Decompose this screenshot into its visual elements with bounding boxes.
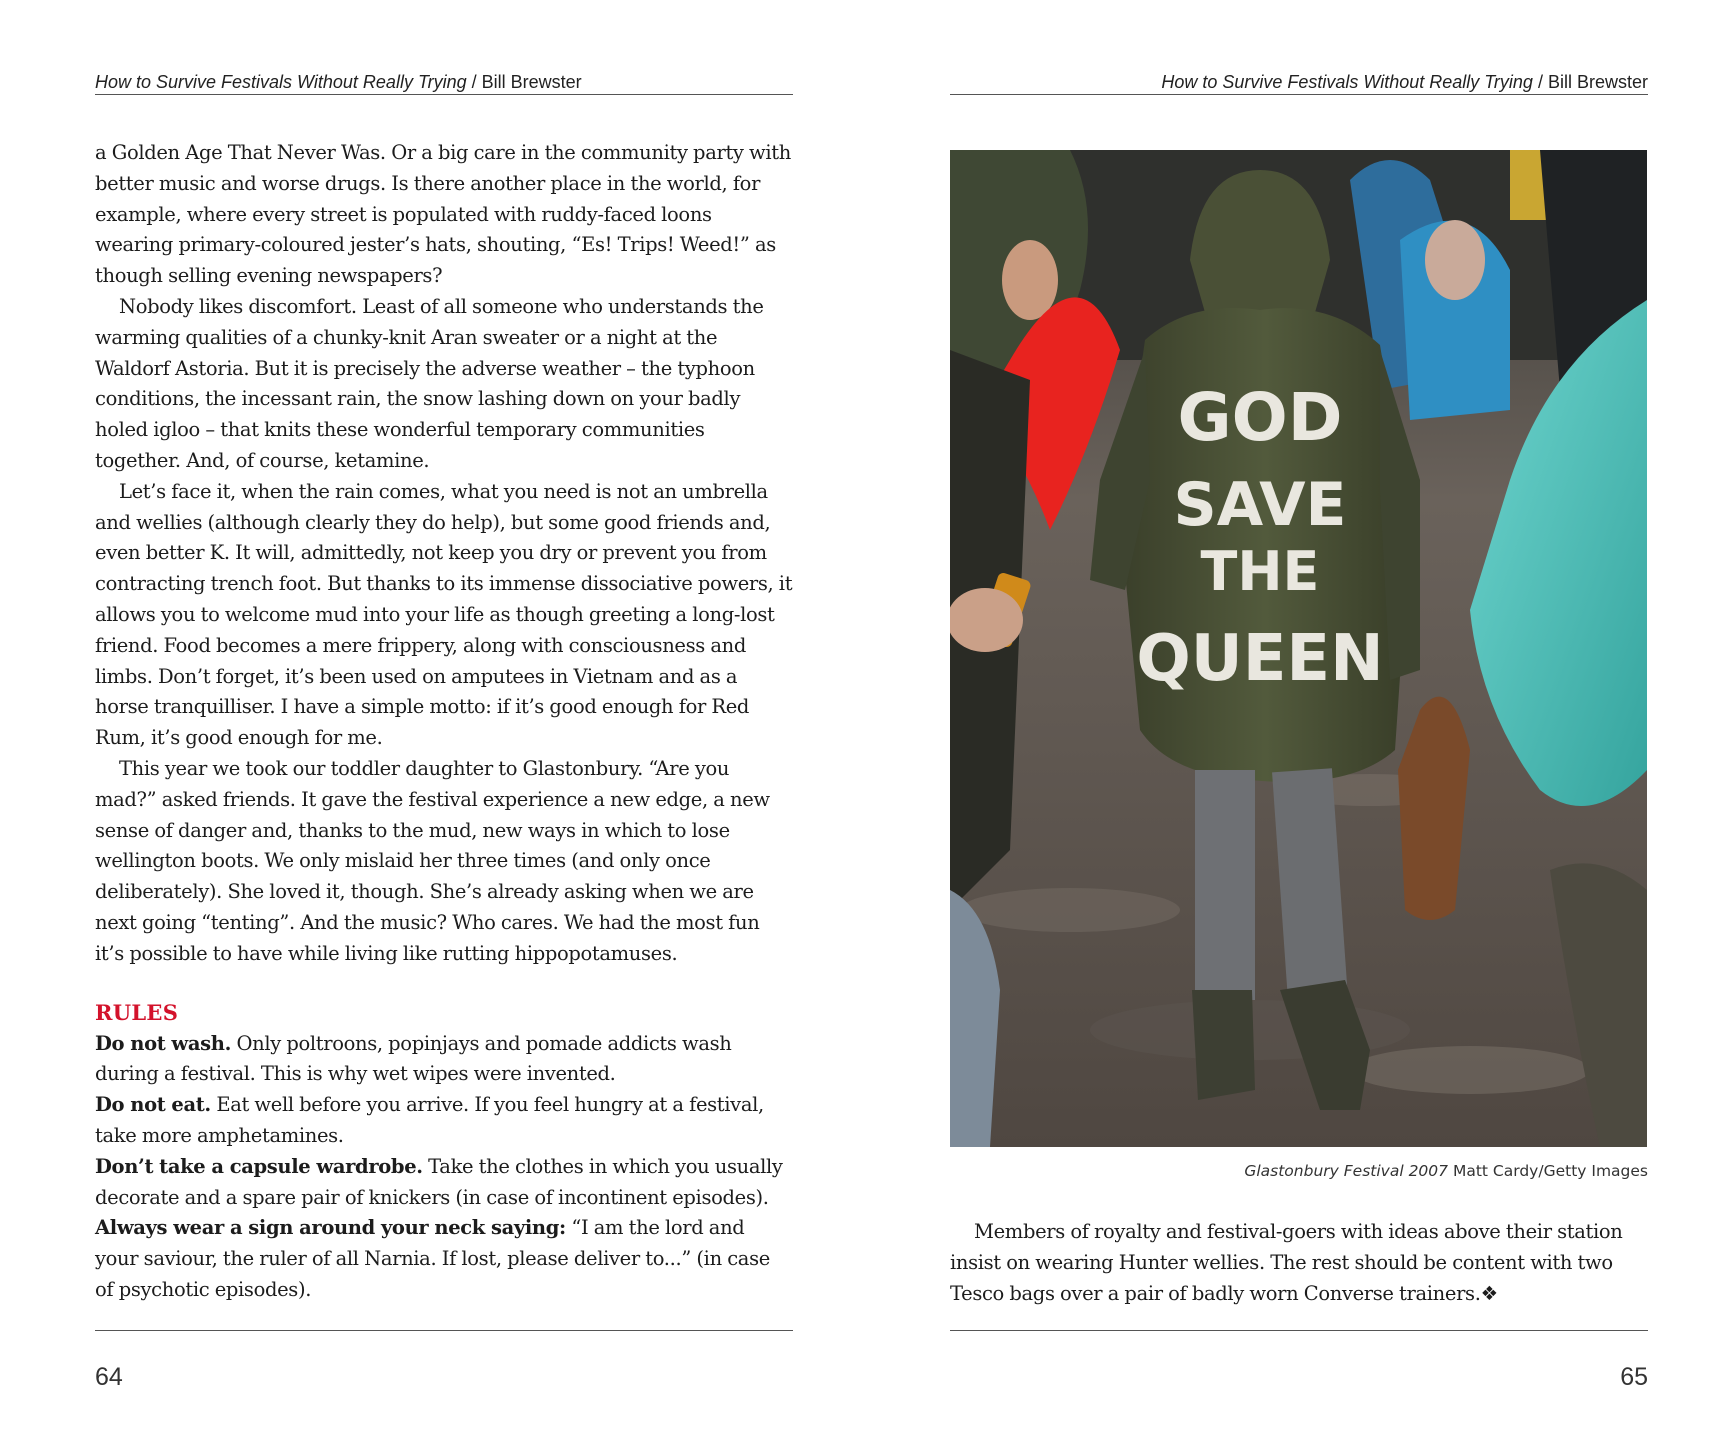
page-number: 64	[95, 1363, 123, 1391]
paragraph-text: Members of royalty and festival-goers with ideas above their station insist on wearing Hunter wellies. The rest should be content with two Tesco bags over a pair of badly worn Converse trainers.	[950, 1220, 1623, 1305]
header-separator: /	[1532, 72, 1548, 92]
jacket-slogan: SAVE	[1173, 470, 1347, 540]
author-name: Bill Brewster	[1547, 72, 1648, 92]
footer-rule	[950, 1330, 1648, 1331]
rule-lead: Don’t take a capsule wardrobe.	[95, 1154, 423, 1178]
paragraph	[950, 1217, 1648, 1309]
jacket-slogan: THE	[1200, 540, 1320, 603]
page-number: 65	[1620, 1363, 1648, 1391]
left-page	[95, 0, 793, 1441]
photo-caption	[1244, 1160, 1648, 1182]
footer-rule	[95, 1330, 793, 1331]
running-head	[95, 70, 793, 94]
paragraph: Nobody likes discomfort. Least of all someone who understands the warming qualities of a chunky-knit Aran sweater or a night at the Waldorf Astoria. But it is precisely the adverse weather – the typhoon conditions, the incessant rain, the snow lashing down on your badly holed igloo – that knits these wonderful temporary communities together. And, of course, ketamine.	[95, 294, 764, 472]
face	[1002, 240, 1058, 320]
body-text	[950, 1217, 1648, 1309]
caption-event: Glastonbury Festival 2007	[1244, 1162, 1449, 1180]
mud-puddle	[1350, 1046, 1590, 1094]
paragraph: Let’s face it, when the rain comes, what you need is not an umbrella and wellies (although clearly they do help), but some good friends and, even better K. It will, admittedly, not keep you dry or prevent you from contracting trench foot. But thanks to its immense dissociative powers, it allows you to welcome mud into your life as though greeting a long-lost friend. Food becomes a mere frippery, along with consciousness and limbs. Don’t forget, it’s been used on amputees in Vietnam and as a horse tranquilliser. I have a simple motto: if it’s good enough for Red Rum, it’s good enough for me.	[95, 479, 793, 750]
book-title: How to Survive Festivals Without Really Trying	[95, 72, 467, 92]
rule-item	[95, 1090, 793, 1152]
running-head	[950, 70, 1648, 94]
jacket-slogan: GOD	[1177, 379, 1343, 456]
jacket-slogan: QUEEN	[1136, 622, 1384, 696]
caption-credit: Matt Cardy/Getty Images	[1448, 1162, 1648, 1180]
hand	[950, 588, 1023, 652]
paragraph: This year we took our toddler daughter to Glastonbury. “Are you mad?” asked friends. It gave the festival experience a new edge, a new sense of danger and, thanks to the mud, new ways in which to lose wellington boots. We only mislaid her three times (and only once deliberately). She loved it, though. She’s already asking when we are next going “tenting”. And the music? Who cares. We had the most fun it’s possible to have while living like rutting hippopotamuses.	[95, 756, 770, 965]
rule-text: Take the clothes in which you usually decorate and a spare pair of knickers (in case of incontinent episodes).	[95, 1154, 783, 1209]
rule-lead: Always wear a sign around your neck saying:	[95, 1216, 566, 1240]
rule-lead: Do not eat.	[95, 1093, 211, 1117]
paragraph: a Golden Age That Never Was. Or a big care in the community party with better music and worse drugs. Is there another place in the world, for example, where every street is populated with ruddy-faced loons wearing primary-coloured jester’s hats, shouting, “Es! Trips! Weed!” as though selling evening newspapers?	[95, 141, 791, 288]
rule-item	[95, 1029, 793, 1091]
backpack	[1425, 220, 1485, 300]
header-separator: /	[466, 72, 482, 92]
rule-text: Only poltroons, popinjays and pomade addicts wash during a festival. This is why wet wipes were invented.	[95, 1031, 732, 1086]
book-title: How to Survive Festivals Without Really Trying	[1161, 72, 1533, 92]
mud-puddle	[960, 888, 1180, 932]
left-welly	[1192, 990, 1255, 1100]
rule-text: Eat well before you arrive. If you feel hungry at a festival, take more amphetamines.	[95, 1093, 764, 1147]
end-mark-icon: ❖	[1480, 1281, 1498, 1305]
rule-item	[95, 1152, 793, 1214]
author-name: Bill Brewster	[481, 72, 582, 92]
festival-photo	[950, 150, 1647, 1147]
body-text	[95, 138, 793, 1306]
header-rule	[95, 94, 793, 95]
rules-heading: RULES	[95, 999, 179, 1025]
photo-illustration	[950, 150, 1647, 1147]
rule-lead: Do not wash.	[95, 1031, 232, 1055]
left-leg	[1195, 770, 1255, 1000]
right-page	[950, 0, 1648, 1441]
header-rule	[950, 94, 1648, 95]
rule-text: “I am the lord and your saviour, the ruler of all Narnia. If lost, please deliver to...” (in case of psychotic episodes).	[95, 1216, 770, 1301]
rule-item	[95, 1213, 793, 1305]
